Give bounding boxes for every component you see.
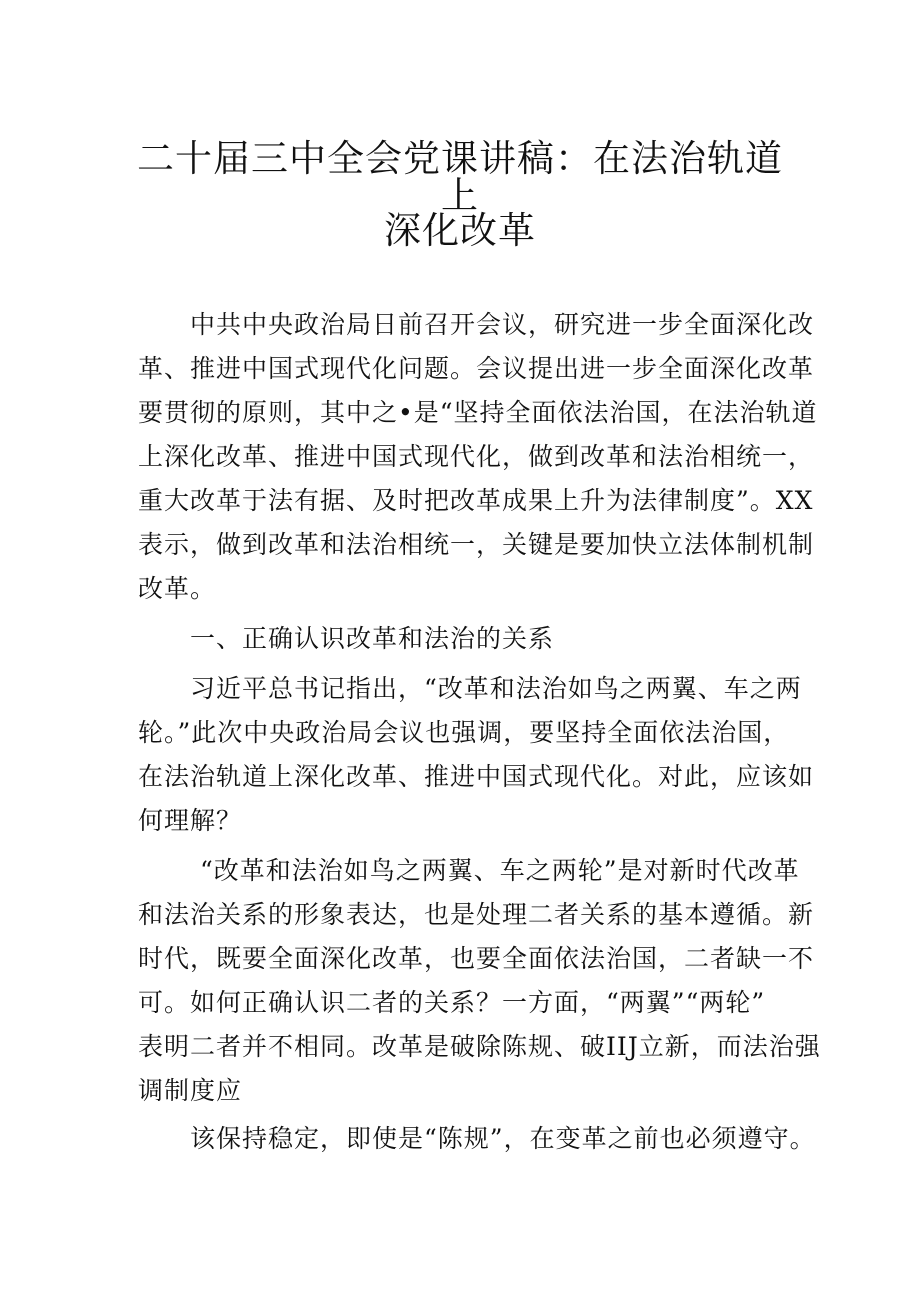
paragraph-line: “改革和法治如鸟之两翼、车之两轮”是对新时代改革 [200,856,800,885]
paragraph-line: 要贯彻的原则，其中之•是“坚持全面依法治国，在法治轨道 [138,398,818,427]
paragraph-line: 该保持稳定，即使是“陈规”，在变革之前也必须遵守。 [190,1124,816,1153]
paragraph-line: 何理解？ [138,806,243,835]
paragraph-line: 和法治关系的形象表达，也是处理二者关系的基本遵循。新 [138,900,815,929]
paragraph-line: 重大改革于法有据、及时把改革成果上升为法律制度”。XX [138,486,814,515]
paragraph-line: 在法治轨道上深化改革、推进中国式现代化。对此，应该如 [138,762,815,791]
paragraph-line: 中共中央政治局日前召开会议，研究进一步全面深化改 [190,310,815,339]
paragraph-line: 表明二者并不相同。改革是破除陈规、破IIJ立新，而法治强 [138,1032,821,1061]
paragraph-line: 调制度应 [138,1076,243,1105]
paragraph-line: 革、推进中国式现代化问题。会议提出进一步全面深化改革 [138,354,815,383]
paragraph-line: 可。如何正确认识二者的关系？一方面，“两翼”“两轮” [138,988,766,1017]
paragraph-line: 改革。 [138,574,217,603]
paragraph-line: 时代，既要全面深化改革，也要全面依法治国，二者缺一不 [138,944,815,973]
paragraph-line: 上深化改革、推进中国式现代化，做到改革和法治相统一， [138,442,815,471]
document-title-line-2: 深化改革 [384,209,536,252]
paragraph-line: 习近平总书记指出，“改革和法治如鸟之两翼、车之两 [190,674,802,703]
paragraph-line: 表示，做到改革和法治相统一，关键是要加快立法体制机制 [138,530,815,559]
document-title-line-1: 二十届三中全会党课讲稿：在法治轨道上 [137,137,783,217]
paragraph-line: 轮。”此次中央政治局会议也强调，要坚持全面依法治国， [138,718,790,747]
section-heading: 一、正确认识改革和法治的关系 [190,624,555,653]
